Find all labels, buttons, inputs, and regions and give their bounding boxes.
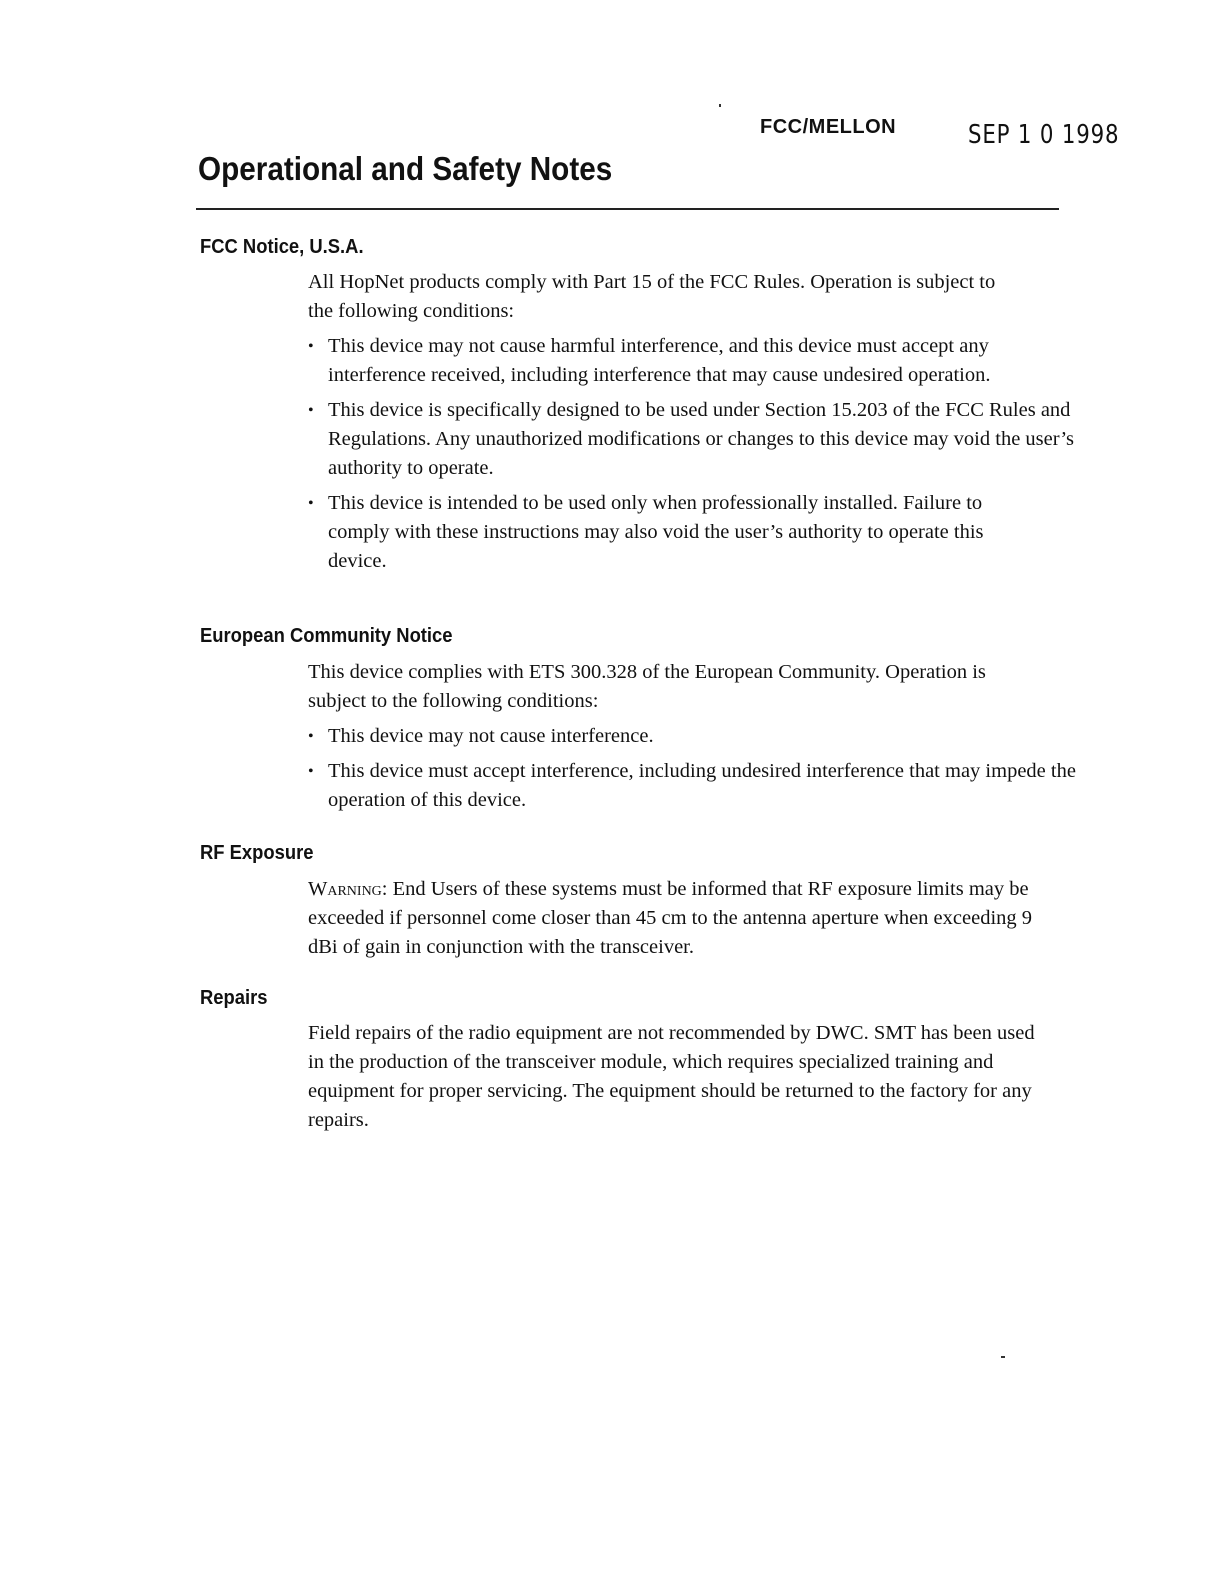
list-item: [308, 722, 1076, 751]
repairs-body: [308, 1019, 1036, 1135]
fcc-notice-intro: All HopNet products comply with Part 15 of the FCC Rules. Operation is subject to the following conditions:: [308, 271, 996, 322]
received-stamp-org: FCC/MELLON: [760, 116, 897, 138]
rf-exposure-text: End Users of these systems must be informed that RF exposure limits may be exceeded if personnel come closer than 45 cm to the antenna aperture when exceeding 9 dBi of gain in conjunction with the transceiver.: [308, 878, 1033, 958]
repairs-text: Field repairs of the radio equipment are not recommended by DWC. SMT has been used in the production of the transceiver module, which requires specialized training and equipment for proper servicing. The equipment should be returned to the factory for any repairs.: [308, 1022, 1035, 1131]
list-item: [308, 757, 1076, 815]
bullet-icon: •: [308, 338, 314, 355]
title-divider: [196, 208, 1059, 210]
list-item: [308, 332, 1018, 390]
eu-notice-intro: This device complies with ETS 300.328 of the European Community. Operation is subject to the following conditions:: [308, 661, 986, 712]
eu-conditions-list: [308, 722, 1076, 815]
eu-condition-text: This device must accept interference, including undesired interference that may impede the operation of this device.: [328, 760, 1076, 811]
rf-exposure-body: [308, 875, 1036, 962]
fcc-conditions-list: [308, 332, 1075, 576]
fcc-condition-text: This device is specifically designed to be used under Section 15.203 of the FCC Rules and Regulations. Any unauthorized modifications or changes to this device may void the user’s authority to operate.: [328, 399, 1075, 479]
fcc-notice-heading: FCC Notice, U.S.A.: [200, 236, 364, 258]
fcc-notice-body: [308, 268, 1075, 576]
bullet-icon: •: [308, 728, 314, 745]
bullet-icon: •: [308, 495, 314, 512]
bullet-icon: •: [308, 763, 314, 780]
scan-speck: [1001, 1356, 1005, 1358]
warning-label: Warning:: [308, 878, 388, 900]
eu-notice-heading: European Community Notice: [200, 625, 453, 647]
fcc-condition-text: This device may not cause harmful interference, and this device must accept any interference received, including interference that may cause undesired operation.: [328, 335, 991, 386]
eu-condition-text: This device may not cause interference.: [328, 725, 654, 747]
scan-speck: [719, 104, 721, 107]
eu-notice-body: [308, 658, 1076, 815]
received-stamp-date: SEP 1 0 1998: [968, 120, 1120, 150]
fcc-condition-text: This device is intended to be used only when professionally installed. Failure to comply with these instructions may also void the user’s authority to operate this device.: [328, 492, 984, 572]
repairs-heading: Repairs: [200, 987, 268, 1009]
list-item: [308, 396, 1076, 483]
rf-exposure-paragraph: [308, 875, 1036, 962]
rf-exposure-heading: RF Exposure: [200, 842, 314, 864]
bullet-icon: •: [308, 402, 314, 419]
page-title: Operational and Safety Notes: [198, 150, 613, 187]
list-item: [308, 489, 1028, 576]
